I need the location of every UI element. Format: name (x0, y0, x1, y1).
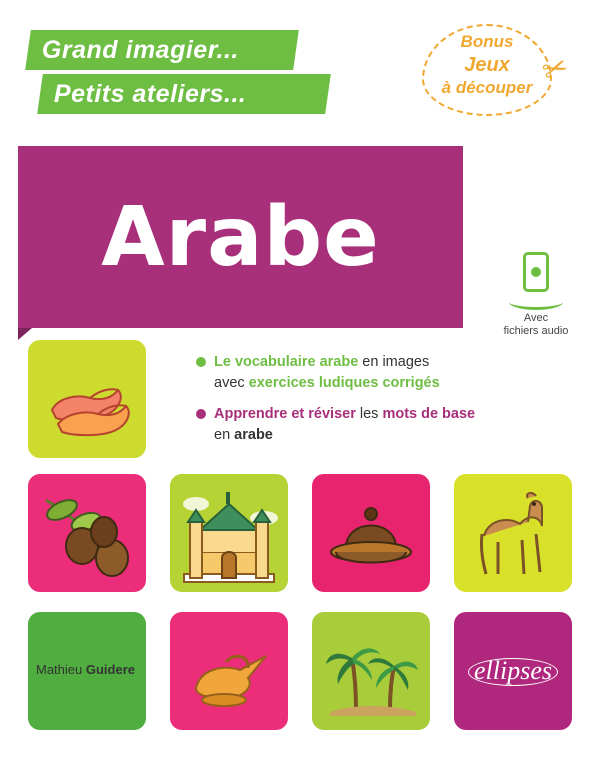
bullet-item-2 (196, 404, 496, 446)
bonus-label-jeux: Jeux (464, 54, 510, 76)
tile-olives (28, 474, 146, 592)
bonus-badge (412, 16, 572, 126)
camel-icon (454, 474, 572, 592)
bullet-2-text-a: les (355, 406, 383, 423)
publisher-name: ellipses (474, 656, 552, 685)
banner-line-2: Petits ateliers... (54, 79, 247, 108)
banner-petits-ateliers (37, 74, 331, 114)
bullet-2-strong-b: mots de base (382, 406, 476, 423)
scissors-icon: ✂ (537, 49, 573, 90)
audio-label-line-2: fichiers audio (503, 325, 569, 338)
bullet-1-strong-a: Le vocabulaire arabe (214, 354, 359, 370)
author-name (36, 662, 135, 677)
bullet-1-strong-b: exercices ludiques corrigés (248, 375, 440, 392)
audio-wave-icon (509, 294, 563, 310)
banner-line-1: Grand imagier... (42, 35, 239, 64)
oil-lamp-icon (170, 612, 288, 730)
publisher-logo (454, 612, 572, 730)
tile-camel (454, 474, 572, 592)
bonus-label-decouper: à découper (441, 78, 533, 97)
bullet-dot-green (196, 357, 206, 367)
babouches-slippers-icon (28, 340, 146, 458)
mosque-building-icon (170, 474, 288, 592)
bullet-item-1 (196, 352, 496, 394)
mp3-player-icon (523, 252, 549, 292)
banner-grand-imagier (25, 30, 299, 70)
bullet-1-text-b: avec (214, 375, 249, 392)
bullet-2-text-b: en (214, 427, 235, 444)
tile-mosque (170, 474, 288, 592)
title-band (18, 146, 463, 328)
author-first-name: Mathieu (36, 662, 86, 677)
bullet-2-strong-a: Apprendre et réviser (214, 406, 356, 423)
tile-palms (312, 612, 430, 730)
author-last-name: Guidere (85, 662, 135, 677)
tile-babouches (28, 340, 146, 458)
audio-label-line-1: Avec (523, 312, 549, 324)
bonus-label-bonus: Bonus (460, 32, 514, 51)
feature-bullets (196, 352, 496, 456)
audio-badge (488, 252, 584, 338)
title-band-notch (18, 328, 32, 340)
page-title: Arabe (101, 189, 380, 285)
tile-oil-lamp (170, 612, 288, 730)
tile-tagine (312, 474, 430, 592)
bullet-1-text-a: en images (358, 354, 430, 370)
palm-trees-icon (312, 612, 430, 730)
tagine-pot-icon (312, 474, 430, 592)
bullet-2-strong-c: arabe (234, 427, 273, 444)
olives-branch-icon (28, 474, 146, 592)
bullet-dot-magenta (196, 409, 206, 419)
